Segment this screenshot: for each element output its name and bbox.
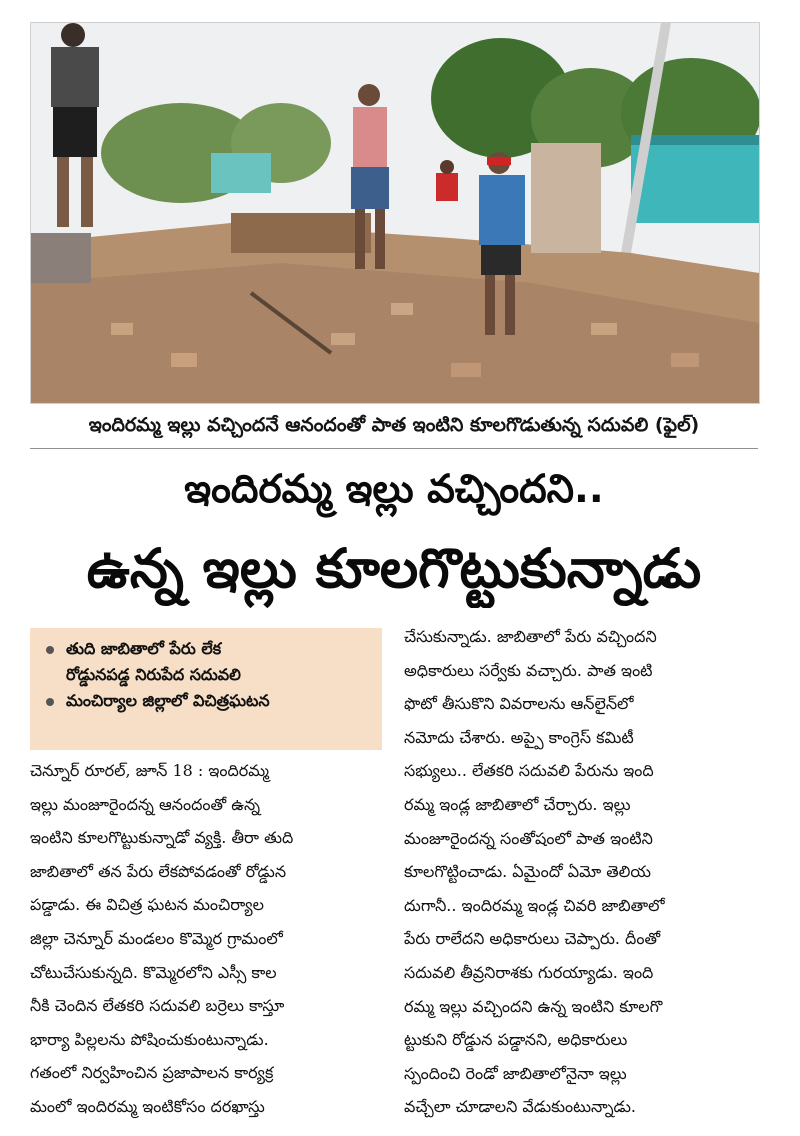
article-line: నమోదు చేశారు. అప్పై కాంగ్రెస్ కమిటీ bbox=[404, 727, 634, 747]
article-column-right bbox=[404, 620, 756, 1124]
divider bbox=[30, 448, 758, 449]
bullet-icon bbox=[46, 698, 54, 706]
demolition-scene-photo bbox=[31, 23, 759, 403]
highlights-box bbox=[30, 628, 382, 750]
article-line: గతంలో నిర్వహించిన ప్రజాపాలన కార్యక్ర bbox=[30, 1063, 274, 1083]
article-line: నీకి చెందిన లేతకరి సదువలి బర్రెలు కాస్తూ bbox=[30, 996, 285, 1016]
article-column-left bbox=[30, 754, 388, 1124]
article-line: సదువలి తీవ్రనిరాశకు గురయ్యాడు. ఇంది bbox=[404, 962, 654, 982]
article-line: దుగానీ.. ఇందిరమ్మ ఇండ్ల చివరి జాబితాలో bbox=[404, 895, 665, 915]
photo-caption: ఇందిరమ్మ ఇల్లు వచ్చిందనే ఆనందంతో పాత ఇంటిని కూలగొడుతున్న సదువలి (ఫైల్) bbox=[88, 414, 700, 436]
article-line: అధికారులు సర్వేకు వచ్చారు. పాత ఇంటి bbox=[404, 660, 653, 680]
bullet-icon bbox=[46, 646, 54, 654]
article-line: భార్యా పిల్లలను పోషించుకుంటున్నాడు. bbox=[30, 1029, 269, 1049]
article-line: జిల్లా చెన్నూర్ మండలం కొమ్మెర గ్రామంలో bbox=[30, 928, 283, 948]
highlight-item bbox=[46, 636, 372, 662]
highlight-text: తుది జాబితాలో పేరు లేక bbox=[66, 639, 222, 658]
article-line: రమ్మ ఇండ్ల జాబితాలో చేర్చారు. ఇల్లు bbox=[404, 794, 631, 814]
article-line: రమ్మ ఇల్లు వచ్చిందని ఉన్న ఇంటిని కూలగొ bbox=[404, 996, 663, 1016]
highlight-text: మంచిర్యాల జిల్లాలో విచిత్రఘటన bbox=[66, 691, 270, 710]
headline-line-1: ఇందిరమ్మ ఇల్లు వచ్చిందని.. bbox=[184, 467, 604, 512]
article-line: ఫొటో తీసుకొని వివరాలను ఆన్‌లైన్‌లో bbox=[404, 694, 634, 714]
news-photo bbox=[30, 22, 760, 404]
article-line: చేసుకున్నాడు. జాబితాలో పేరు వచ్చిందని bbox=[404, 627, 657, 646]
highlight-item-continued bbox=[46, 662, 372, 688]
article-line: చెన్నూర్ రూరల్, జూన్ 18 : ఇందిరమ్మ bbox=[30, 761, 269, 780]
article-line: మంలో ఇందిరమ్మ ఇంటికోసం దరఖాస్తు bbox=[30, 1096, 265, 1116]
article-line: పేరు రాలేదని అధికారులు చెప్పారు. దీంతో bbox=[404, 929, 661, 949]
article-line: కూలగొట్టించాడు. ఏమైందో ఏమో తెలియ bbox=[404, 862, 651, 882]
article-line: ఇల్లు మంజూరైందన్న ఆనందంతో ఉన్న bbox=[30, 794, 260, 814]
article-line: సభ్యులు.. లేతకరి సదువలి పేరును ఇంది bbox=[404, 761, 654, 781]
article-line: స్పందించి రెండో జాబితాలోనైనా ఇల్లు bbox=[404, 1063, 627, 1083]
article-line: ట్టుకుని రోడ్డున పడ్డానని, అధికారులు bbox=[404, 1030, 628, 1050]
highlight-item bbox=[46, 688, 372, 714]
article-line: వచ్చేలా చూడాలని వేడుకుంటున్నాడు. bbox=[404, 1097, 636, 1117]
article-line: జాబితాలో తన పేరు లేకపోవడంతో రోడ్డున bbox=[30, 861, 287, 881]
article-line: చోటుచేసుకున్నది. కొమ్మెరలోని ఎస్సీ కాల bbox=[30, 962, 277, 982]
headline-line-2: ఉన్న ఇల్లు కూలగొట్టుకున్నాడు bbox=[86, 537, 702, 600]
highlight-text: రోడ్డునపడ్డ నిరుపేద సదువలి bbox=[66, 665, 241, 684]
article-line: ఇంటిని కూలగొట్టుకున్నాడో వ్యక్తి. తీరా తుది bbox=[30, 828, 294, 848]
article-line: పడ్డాడు. ఈ విచిత్ర ఘటన మంచిర్యాల bbox=[30, 895, 264, 915]
article-line: మంజూరైందన్న సంతోషంలో పాత ఇంటిని bbox=[404, 828, 653, 848]
